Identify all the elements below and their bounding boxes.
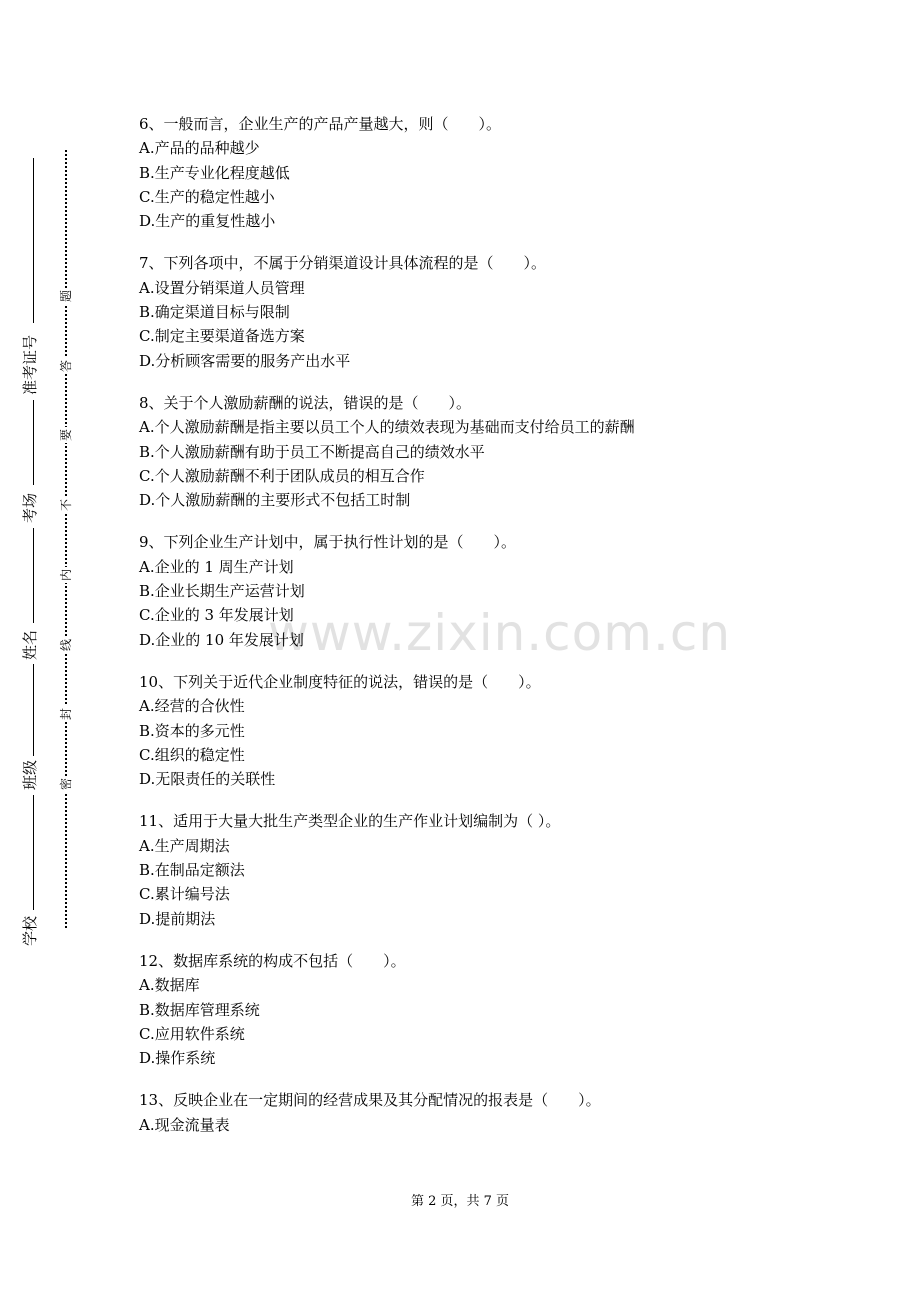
exam-id-label: 准考证号 xyxy=(21,334,39,395)
option-d: D.无限责任的关联性 xyxy=(139,770,276,789)
option-c: C.组织的稳定性 xyxy=(139,745,245,764)
exam-room-fill-line xyxy=(33,400,34,485)
option-b: B.确定渠道目标与限制 xyxy=(139,303,290,322)
option-b: B.资本的多元性 xyxy=(139,721,245,740)
option-d: D.企业的 10 年发展计划 xyxy=(139,630,304,649)
option-b: B.生产专业化程度越低 xyxy=(139,163,290,182)
name-label: 姓名 xyxy=(21,629,39,660)
option-a: A.生产周期法 xyxy=(139,836,230,855)
seal-char: 内 xyxy=(59,569,73,582)
watermark: www.zixin.com.cn xyxy=(268,604,732,662)
option-b: B.个人激励薪酬有助于员工不断提高自己的绩效水平 xyxy=(139,442,485,461)
question-stem: 13、反映企业在一定期间的经营成果及其分配情况的报表是（ ）。 xyxy=(139,1091,601,1110)
option-a: A.设置分销渠道人员管理 xyxy=(139,278,305,297)
option-d: D.提前期法 xyxy=(139,909,216,928)
option-c: C.生产的稳定性越小 xyxy=(139,187,275,206)
class-fill-line xyxy=(33,664,34,756)
option-c: C.累计编号法 xyxy=(139,885,230,904)
option-c: C.企业的 3 年发展计划 xyxy=(139,606,294,625)
option-a: A.数据库 xyxy=(139,976,200,995)
option-d: D.个人激励薪酬的主要形式不包括工时制 xyxy=(139,491,411,510)
option-a: A.现金流量表 xyxy=(139,1115,230,1134)
binding-margin xyxy=(0,0,110,1302)
option-a: A.个人激励薪酬是指主要以员工个人的绩效表现为基础而支付给员工的薪酬 xyxy=(139,418,635,437)
question-6 xyxy=(139,112,839,233)
question-stem: 7、下列各项中，不属于分销渠道设计具体流程的是（ ）。 xyxy=(139,254,547,273)
option-c: C.个人激励薪酬不利于团队成员的相互合作 xyxy=(139,466,425,485)
option-b: B.企业长期生产运营计划 xyxy=(139,582,305,601)
option-b: B.在制品定额法 xyxy=(139,861,245,880)
option-c: C.制定主要渠道备选方案 xyxy=(139,327,305,346)
option-d: D.生产的重复性越小 xyxy=(139,212,276,231)
question-stem: 10、下列关于近代企业制度特征的说法，错误的是（ ）。 xyxy=(139,672,541,691)
exam-id-fill-line xyxy=(33,158,34,323)
name-fill-line xyxy=(33,528,34,623)
seal-char: 题 xyxy=(59,290,73,303)
option-a: A.经营的合伙性 xyxy=(139,697,245,716)
question-7 xyxy=(139,251,839,372)
seal-char: 不 xyxy=(59,499,73,512)
question-12 xyxy=(139,949,839,1070)
class-label: 班级 xyxy=(21,759,39,790)
question-8 xyxy=(139,391,839,512)
question-13 xyxy=(139,1088,839,1137)
seal-char: 线 xyxy=(59,639,73,652)
question-stem: 6、一般而言，企业生产的产品产量越大，则（ ）。 xyxy=(139,115,502,133)
question-stem: 9、下列企业生产计划中，属于执行性计划的是（ ）。 xyxy=(139,533,517,552)
question-list xyxy=(139,112,839,1155)
seal-dotted-line xyxy=(65,150,67,928)
question-stem: 11、适用于大量大批生产类型企业的生产作业计划编制为（ ）。 xyxy=(139,812,561,831)
seal-char: 答 xyxy=(59,360,73,373)
seal-char: 密 xyxy=(59,778,73,791)
seal-char: 要 xyxy=(59,429,73,442)
option-b: B.数据库管理系统 xyxy=(139,1000,260,1019)
option-d: D.操作系统 xyxy=(139,1049,216,1068)
option-a: A.企业的 1 周生产计划 xyxy=(139,557,294,576)
question-stem: 12、数据库系统的构成不包括（ ）。 xyxy=(139,951,406,970)
school-fill-line xyxy=(33,795,34,910)
question-10 xyxy=(139,670,839,791)
option-d: D.分析顾客需要的服务产出水平 xyxy=(139,351,351,370)
question-stem: 8、关于个人激励薪酬的说法，错误的是（ ）。 xyxy=(139,393,472,412)
question-9 xyxy=(139,530,839,651)
option-c: C.应用软件系统 xyxy=(139,1024,245,1043)
exam-room-label: 考场 xyxy=(21,492,39,523)
school-label: 学校 xyxy=(21,915,39,946)
option-a: A.产品的品种越少 xyxy=(139,139,260,158)
seal-char: 封 xyxy=(59,708,73,721)
page-number-footer: 第 2 页，共 7 页 xyxy=(410,1194,510,1209)
question-11 xyxy=(139,809,839,930)
